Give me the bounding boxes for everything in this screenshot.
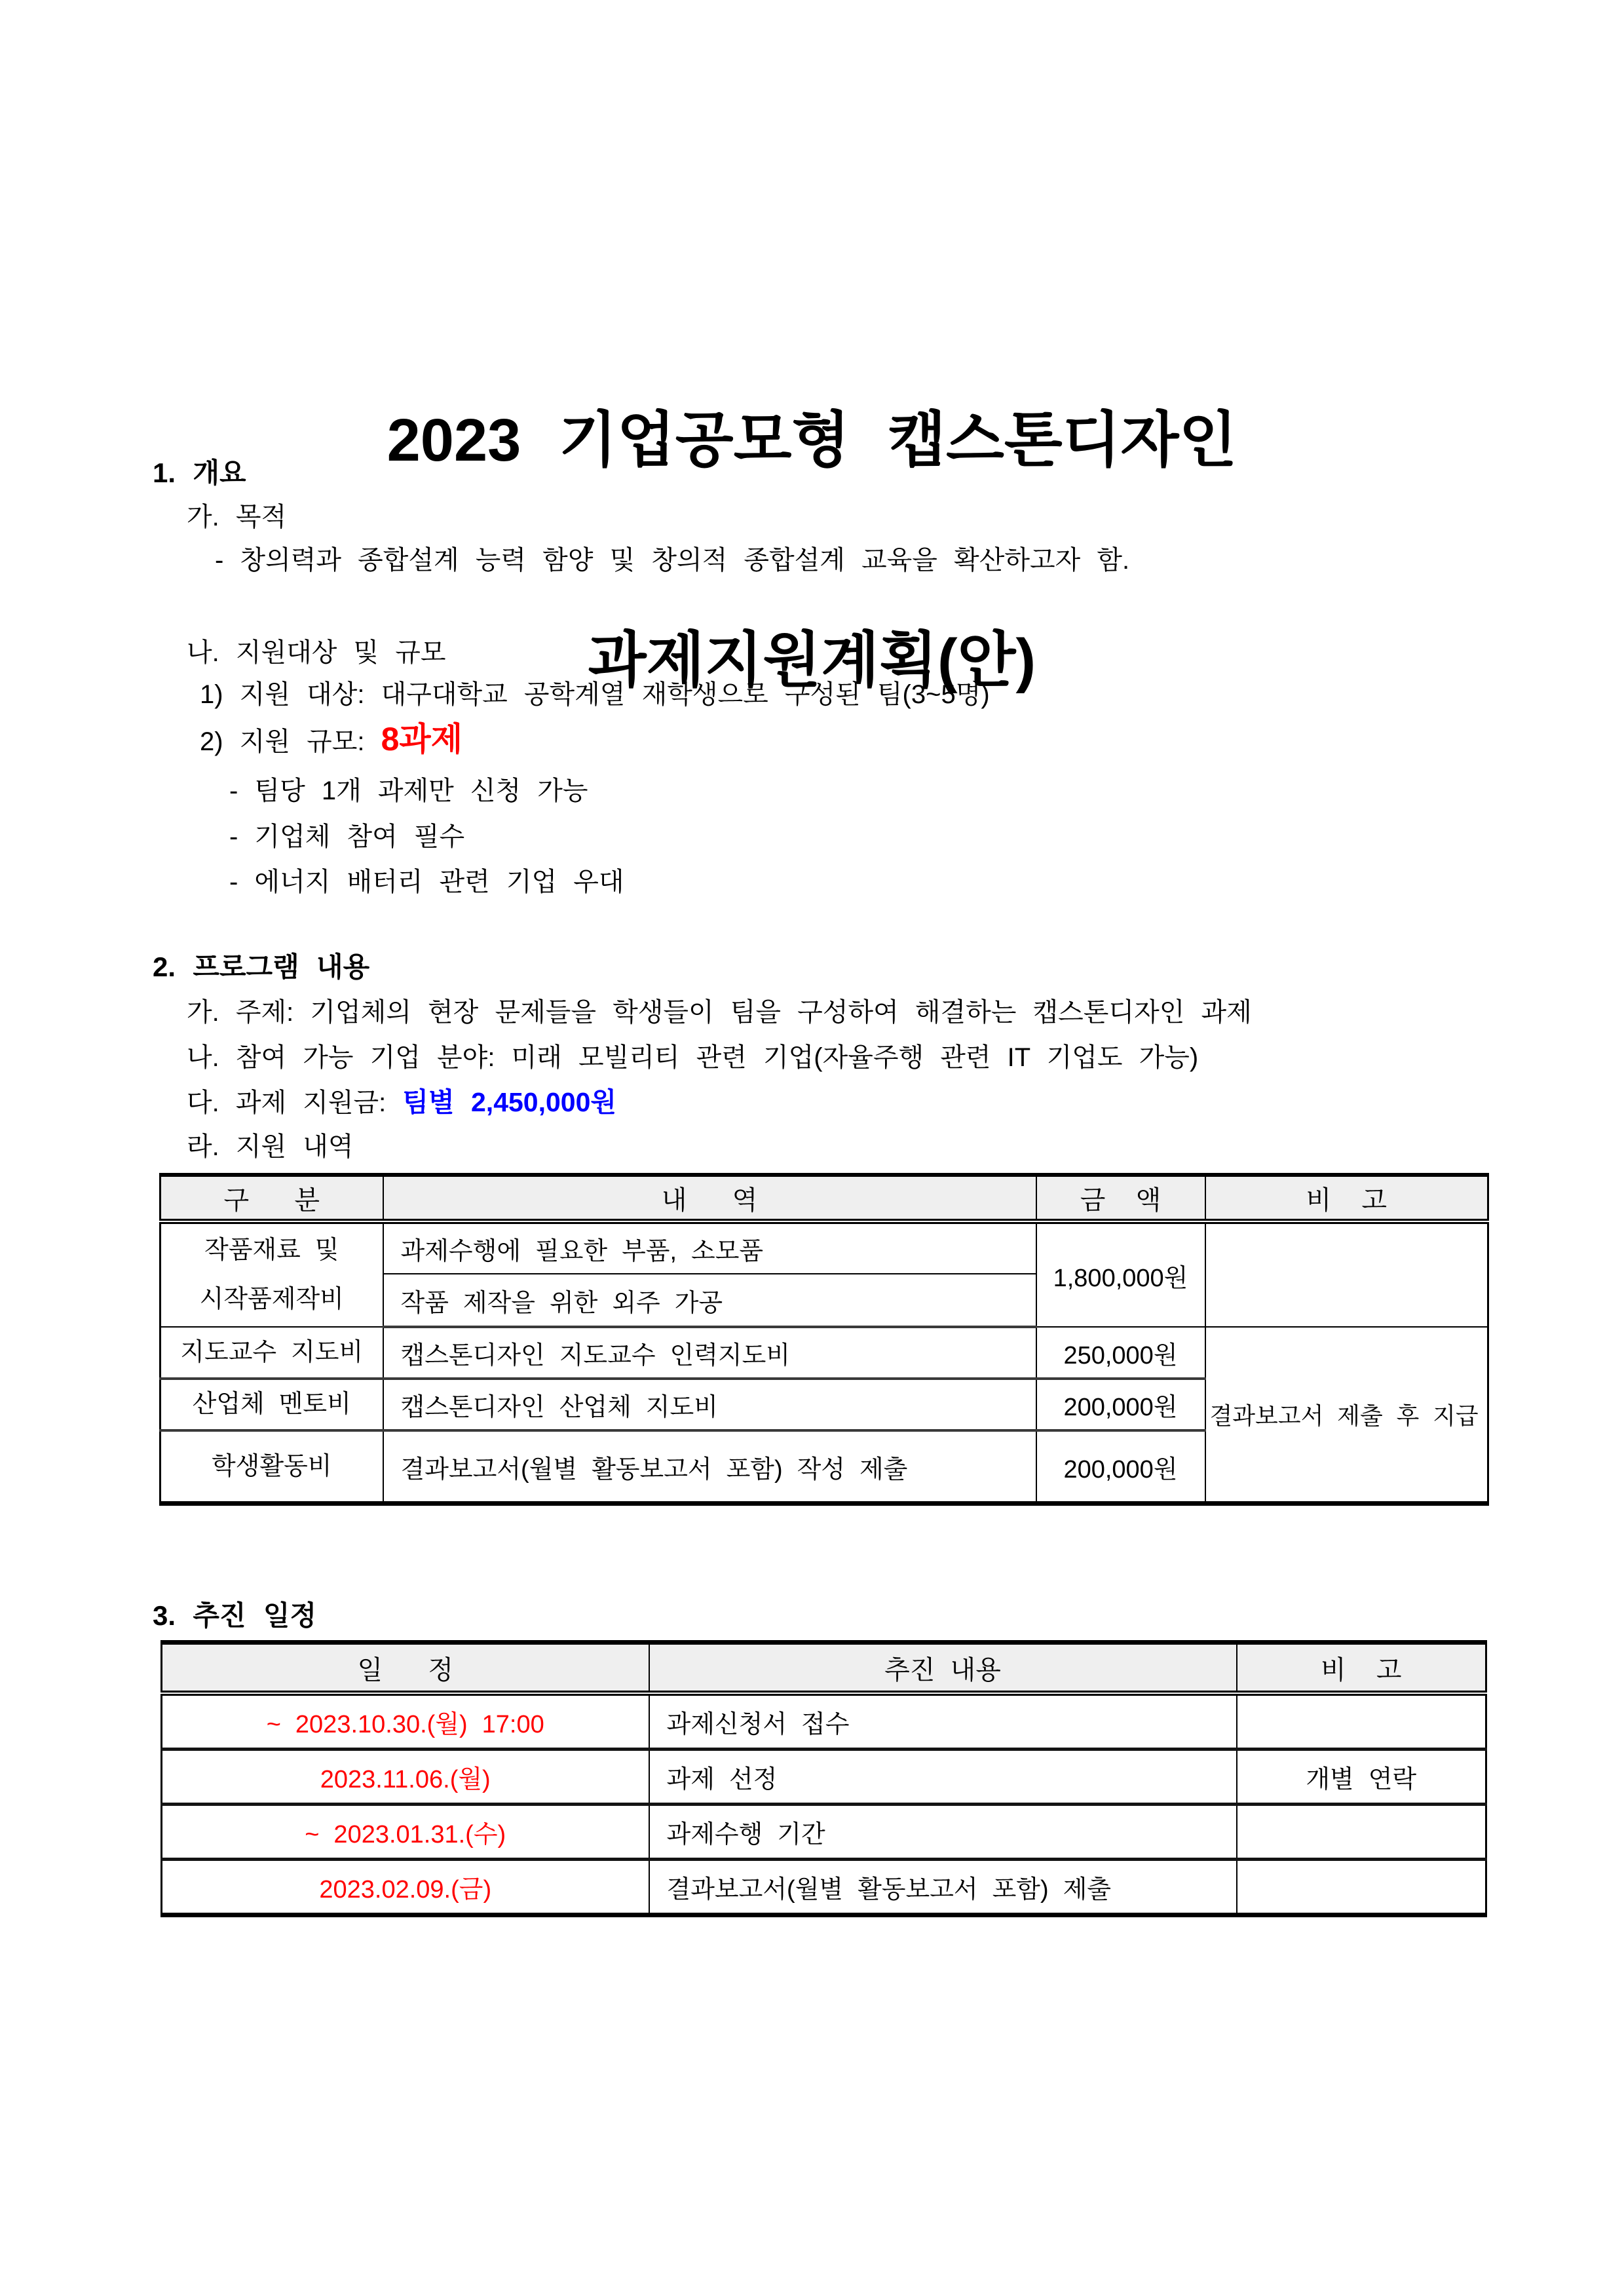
document-title-line1: 2023 기업공모형 캡스톤디자인 [387, 407, 1237, 474]
note-cell-payment: 결과보고서 제출 후 지급 [1205, 1327, 1488, 1504]
support-header-amount: 금 액 [1036, 1175, 1205, 1221]
program-topic: 가. 주제: 기업체의 현장 문제들을 학생들이 팀을 구성하여 해결하는 캡스톤디자인 과제 [187, 998, 1252, 1027]
schedule-content-execution: 과제수행 기간 [649, 1805, 1237, 1860]
schedule-content-selection: 과제 선정 [649, 1750, 1237, 1805]
support-row-professor [161, 1327, 1488, 1379]
note-cell-empty-top [1205, 1221, 1488, 1327]
section2-heading: 2. 프로그램 내용 [153, 951, 370, 982]
schedule-content-apply: 과제신청서 접수 [649, 1693, 1237, 1750]
schedule-header-content: 추진 내용 [649, 1643, 1237, 1694]
support-table-header-row [161, 1175, 1488, 1221]
category-materials-line2: 시작품제작비 [199, 1286, 344, 1313]
support-header-note: 비 고 [1205, 1175, 1488, 1221]
category-cell-professor: 지도교수 지도비 [161, 1327, 383, 1379]
program-fund [187, 1085, 616, 1120]
schedule-note-apply [1237, 1693, 1486, 1750]
support-header-category: 구 분 [161, 1175, 383, 1221]
purpose-desc: - 창의력과 종합설계 능력 함양 및 창의적 종합설계 교육을 확산하고자 함. [215, 546, 1130, 575]
category-cell-mentor: 산업체 멘토비 [161, 1379, 383, 1430]
fund-value-highlight: 팀별 2,450,000원 [402, 1087, 617, 1117]
target-label: 나. 지원대상 및 규모 [187, 638, 446, 667]
program-field: 나. 참여 가능 기업 분야: 미래 모빌리티 관련 기업(자율주행 관련 IT 기업도 가능) [187, 1043, 1199, 1072]
detail-cell-parts: 과제수행에 필요한 부품, 소모품 [383, 1221, 1036, 1274]
detail-cell-student: 결과보고서(월별 활동보고서 포함) 작성 제출 [383, 1430, 1036, 1504]
category-cell-student: 학생활동비 [161, 1430, 383, 1504]
section3-heading: 3. 추진 일정 [153, 1600, 317, 1631]
program-detail-label: 라. 지원 내역 [187, 1132, 354, 1161]
amount-cell-mentor: 200,000원 [1036, 1379, 1205, 1430]
category-cell-materials [161, 1221, 383, 1327]
schedule-date-apply: ~ 2023.10.30.(월) 17:00 [162, 1693, 649, 1750]
schedule-row-selection [162, 1750, 1486, 1805]
schedule-row-report [162, 1860, 1486, 1915]
scale-prefix: 2) 지원 규모: [200, 727, 381, 756]
target-item: 1) 지원 대상: 대구대학교 공학계열 재학생으로 구성된 팀(3~5명) [200, 680, 990, 709]
support-detail-table [159, 1173, 1489, 1506]
category-materials-line1: 작품재료 및 [204, 1236, 339, 1264]
detail-cell-outsourcing: 작품 제작을 위한 외주 가공 [383, 1274, 1036, 1327]
document-title-line2: 과제지원계획(안) [588, 627, 1036, 694]
amount-cell-materials: 1,800,000원 [1036, 1221, 1205, 1327]
amount-cell-student: 200,000원 [1036, 1430, 1205, 1504]
schedule-date-report: 2023.02.09.(금) [162, 1860, 649, 1915]
fund-prefix: 다. 과제 지원금: [187, 1088, 403, 1117]
section1-heading: 1. 개요 [153, 457, 246, 488]
detail-cell-professor: 캡스톤디자인 지도교수 인력지도비 [383, 1327, 1036, 1379]
schedule-note-execution [1237, 1805, 1486, 1860]
schedule-row-execution [162, 1805, 1486, 1860]
schedule-header-date: 일 정 [162, 1643, 649, 1694]
purpose-label: 가. 목적 [187, 503, 287, 531]
scale-note-3: - 에너지 배터리 관련 기업 우대 [229, 868, 624, 896]
amount-cell-professor: 250,000원 [1036, 1327, 1205, 1379]
schedule-content-report: 결과보고서(월별 활동보고서 포함) 제출 [649, 1860, 1237, 1915]
scale-note-1: - 팀당 1개 과제만 신청 가능 [229, 776, 588, 805]
schedule-table-header-row [162, 1643, 1486, 1694]
schedule-note-selection: 개별 연락 [1237, 1750, 1486, 1805]
schedule-table [161, 1640, 1487, 1917]
scale-note-2: - 기업체 참여 필수 [229, 822, 465, 851]
support-row-materials-1 [161, 1221, 1488, 1274]
schedule-date-selection: 2023.11.06.(월) [162, 1750, 649, 1805]
schedule-date-execution: ~ 2023.01.31.(수) [162, 1805, 649, 1860]
schedule-note-report [1237, 1860, 1486, 1915]
support-header-detail: 내 역 [383, 1175, 1036, 1221]
scale-value-highlight: 8과제 [381, 721, 463, 757]
schedule-row-apply [162, 1693, 1486, 1750]
detail-cell-mentor: 캡스톤디자인 산업체 지도비 [383, 1379, 1036, 1430]
scale-item [200, 722, 463, 759]
schedule-header-note: 비 고 [1237, 1643, 1486, 1694]
